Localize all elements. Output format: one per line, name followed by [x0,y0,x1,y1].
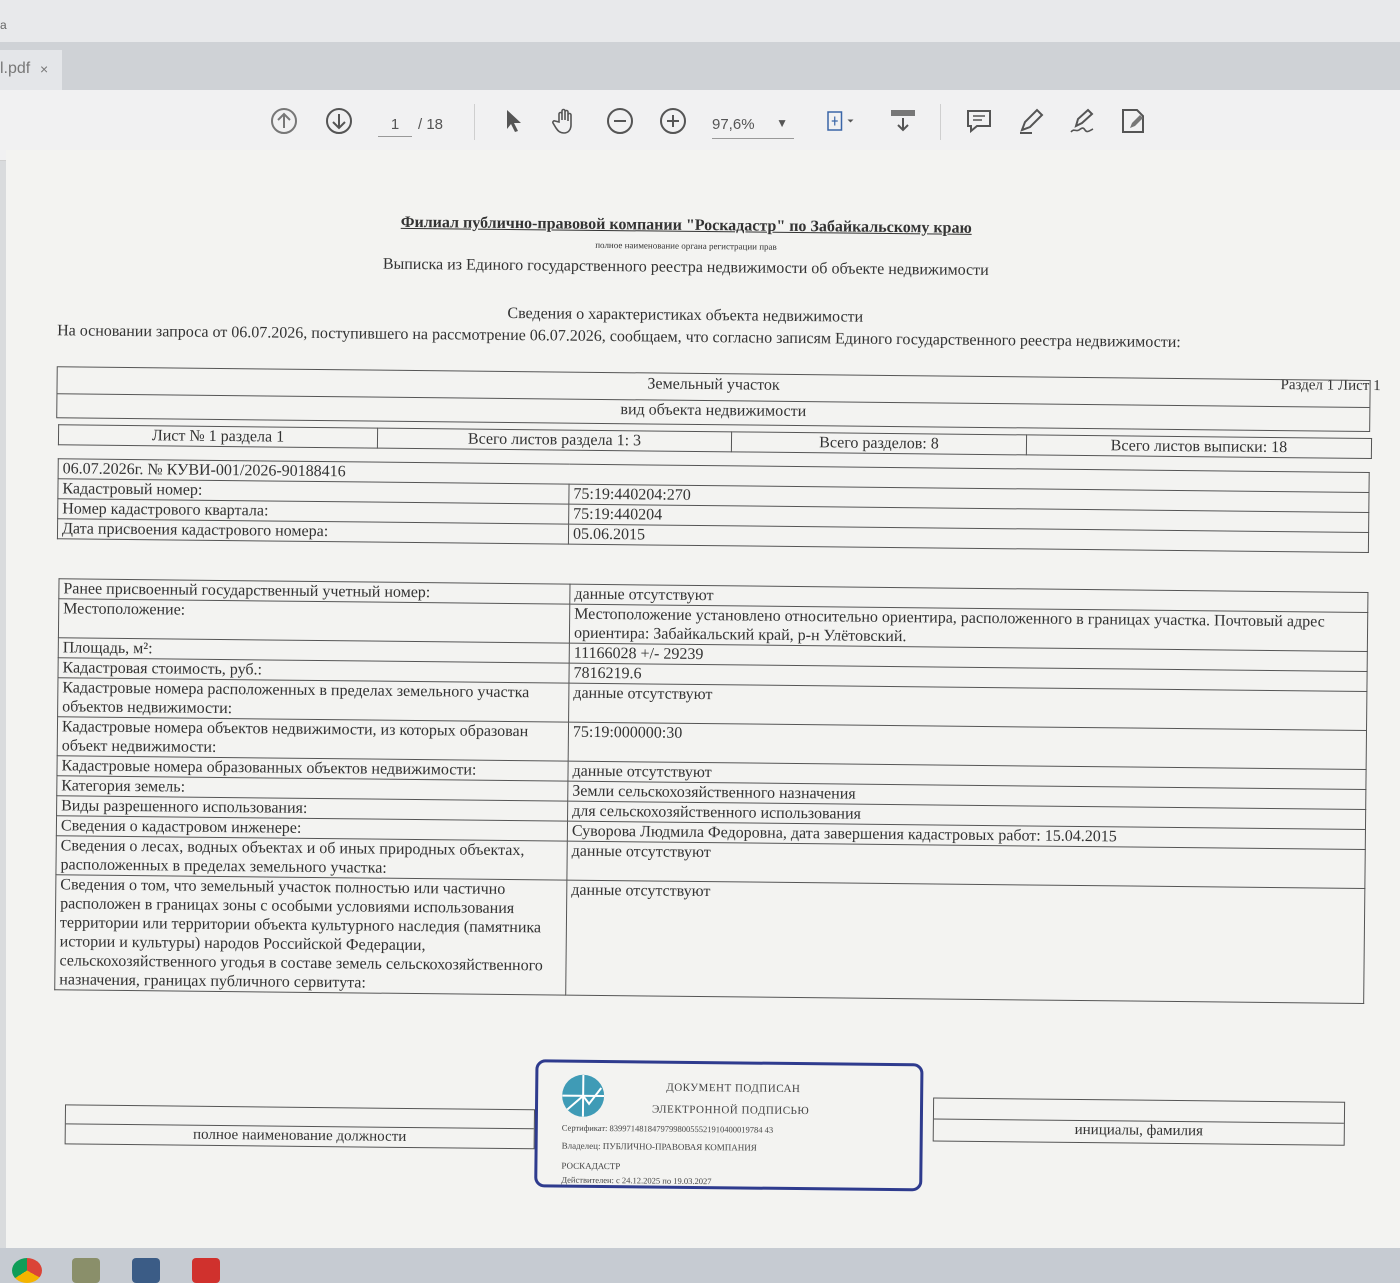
identifiers-table [57,458,1370,553]
stamp-line-2: ЭЛЕКТРОННОЙ ПОДПИСЬЮ [651,1103,810,1118]
pen-icon [1016,106,1046,136]
position-field [65,1104,535,1149]
page-up-button[interactable] [267,104,301,138]
tab-bar [0,42,1400,90]
plus-circle-icon [658,106,688,136]
table-row [55,875,1365,1004]
tab-label: l.pdf [0,60,31,77]
total-sections: Всего разделов: 8 [731,432,1026,455]
org-name: Филиал публично-правовой компании "Роскадастр" по Забайкальскому краю [400,213,972,237]
zoom-in-button[interactable] [656,104,690,138]
intro-text: На основании запроса от 06.07.2026, поступившего на рассмотрение 06.07.2026, сообщаем, что согласно записям Единого государственного реестра недвижимости: [57,322,1181,352]
request-number: 06.07.2026г. № КУВИ-001/2026-90188416 [58,459,1369,493]
row-value: 7816219.6 [569,663,1367,691]
characteristics-table [54,578,1368,1004]
page-fit-button[interactable] [818,104,862,138]
e-signature-stamp [534,1059,923,1191]
taskbar [0,1248,1400,1283]
name-field [933,1097,1345,1145]
row-label: Местоположение: [58,599,569,643]
page-total: / 18 [418,116,444,133]
name-caption: инициалы, фамилия [1074,1121,1204,1140]
arrow-down-circle-icon [324,106,354,136]
comment-button[interactable] [962,104,996,138]
stamp-owner: Владелец: ПУБЛИЧНО-ПРАВОВАЯ КОМПАНИЯ [561,1140,757,1153]
row-label: Кадастровые номера образованных объектов недвижимости: [57,756,568,781]
row-value: Земли сельскохозяйственного назначения [568,781,1366,809]
save-icon[interactable] [132,1258,160,1283]
comment-icon [964,106,994,136]
page-down-button[interactable] [322,104,356,138]
tab-close-icon[interactable]: × [40,61,49,77]
row-value: данные отсутствуют [567,841,1365,888]
roskadastr-logo-icon [562,1075,604,1117]
id-value: 75:19:440204:270 [569,484,1369,512]
sheet-number: Лист № 1 раздела 1 [58,425,377,448]
total-section-sheets: Всего листов раздела 1: 3 [377,428,731,452]
chevron-down-icon: ▼ [776,116,788,130]
zoom-out-button[interactable] [603,104,637,138]
cursor-arrow-icon [498,106,528,136]
row-value: Местоположение установлено относительно ориентира, расположенного в границах участка. Почтовый адрес ориентира: Забайкальский край, р-н Улётовский. [569,604,1367,651]
row-label: Категория земель: [57,776,568,801]
hand-icon [551,106,581,136]
edit-document-icon [1118,106,1148,136]
tab-document[interactable] [0,50,62,90]
hand-tool-button[interactable] [549,104,583,138]
page-number-input[interactable]: 1 [378,116,412,137]
row-label: Сведения о лесах, водных объектах и об иных природных объектах, расположенных в пределах земельного участка: [56,836,567,880]
chrome-icon[interactable] [12,1258,42,1283]
object-type-caption: вид объекта недвижимости [620,401,807,421]
toolbar-divider [474,104,475,140]
row-label: Кадастровая стоимость, руб.: [58,658,569,683]
stamp-line-1: ДОКУМЕНТ ПОДПИСАН [666,1081,801,1096]
section-note: Раздел 1 Лист 1 [1280,377,1381,395]
row-label: Виды разрешенного использования: [57,796,568,821]
read-mode-button[interactable] [886,104,920,138]
id-value: 75:19:440204 [569,504,1369,532]
zoom-level-select[interactable] [712,116,794,139]
row-value: данные отсутствуют [570,584,1368,612]
minus-circle-icon [605,106,635,136]
id-value: 05.06.2015 [568,524,1368,552]
org-caption: полное наименование органа регистрации прав [595,239,777,252]
row-value: Суворова Людмила Федоровна, дата завершения кадастровых работ: 15.04.2015 [567,821,1365,849]
fit-page-icon [825,106,855,136]
signature-pen-icon [1068,106,1098,136]
pdf-reader-icon[interactable] [192,1258,220,1283]
row-label: Площадь, м²: [58,638,569,663]
document-title: Выписка из Единого государственного реестра недвижимости об объекте недвижимости [382,255,989,280]
row-value: 75:19:000000:30 [568,722,1366,769]
window-title: а [0,18,7,32]
row-label: Кадастровые номера объектов недвижимости, из которых образован объект недвижимости: [57,717,568,761]
select-tool-button[interactable] [496,104,530,138]
file-manager-icon[interactable] [72,1258,100,1283]
row-value: 11166028 +/- 29239 [569,643,1367,671]
stamp-certificate: Сертификат: 839971481847979980055521910400019784 43 [561,1122,774,1135]
fill-sign-button[interactable] [1116,104,1150,138]
row-value: данные отсутствуют [566,880,1365,1003]
stamp-owner-name: РОСКАДАСТР [561,1160,621,1172]
pdf-page [6,150,1400,1248]
row-value: данные отсутствуют [569,683,1367,730]
window-titlebar [0,0,1400,42]
document-subtitle: Сведения о характеристиках объекта недвижимости [507,304,864,326]
row-label: Ранее присвоенный государственный учетный номер: [59,579,570,604]
row-value: данные отсутствуют [568,761,1366,789]
stamp-validity: Действителен: с 24.12.2025 по 19.03.2027 [561,1174,712,1187]
object-type-box [56,366,1370,432]
object-type: Земельный участок [647,375,780,394]
position-caption: полное наименование должности [192,1126,407,1145]
arrow-up-circle-icon [269,106,299,136]
id-label: Дата присвоения кадастрового номера: [57,519,568,544]
toolbar-divider [940,104,941,140]
row-value: для сельскохозяйственного использования [568,801,1366,829]
id-label: Кадастровый номер: [58,479,569,504]
row-label: Сведения о кадастровом инженере: [56,816,567,841]
download-icon [888,106,918,136]
total-sheets: Всего листов выписки: 18 [1026,435,1371,459]
row-label: Сведения о том, что земельный участок полностью или частично расположен в границах зоны с особыми условиями использования территории или территории объекта культурного наследия (памятника истории и культуры) народов Российской Федерации, сельскохозяйственного угодья в составе земель сельскохозяйственного назначения, границах публичного сервитута: [55,875,567,995]
zoom-level-value: 97,6% [712,116,755,133]
sign-button[interactable] [1066,104,1100,138]
row-label: Кадастровые номера расположенных в пределах земельного участка объектов недвижимости: [58,678,569,722]
document-content [0,144,1400,1257]
id-label: Номер кадастрового квартала: [58,499,569,524]
highlight-button[interactable] [1014,104,1048,138]
